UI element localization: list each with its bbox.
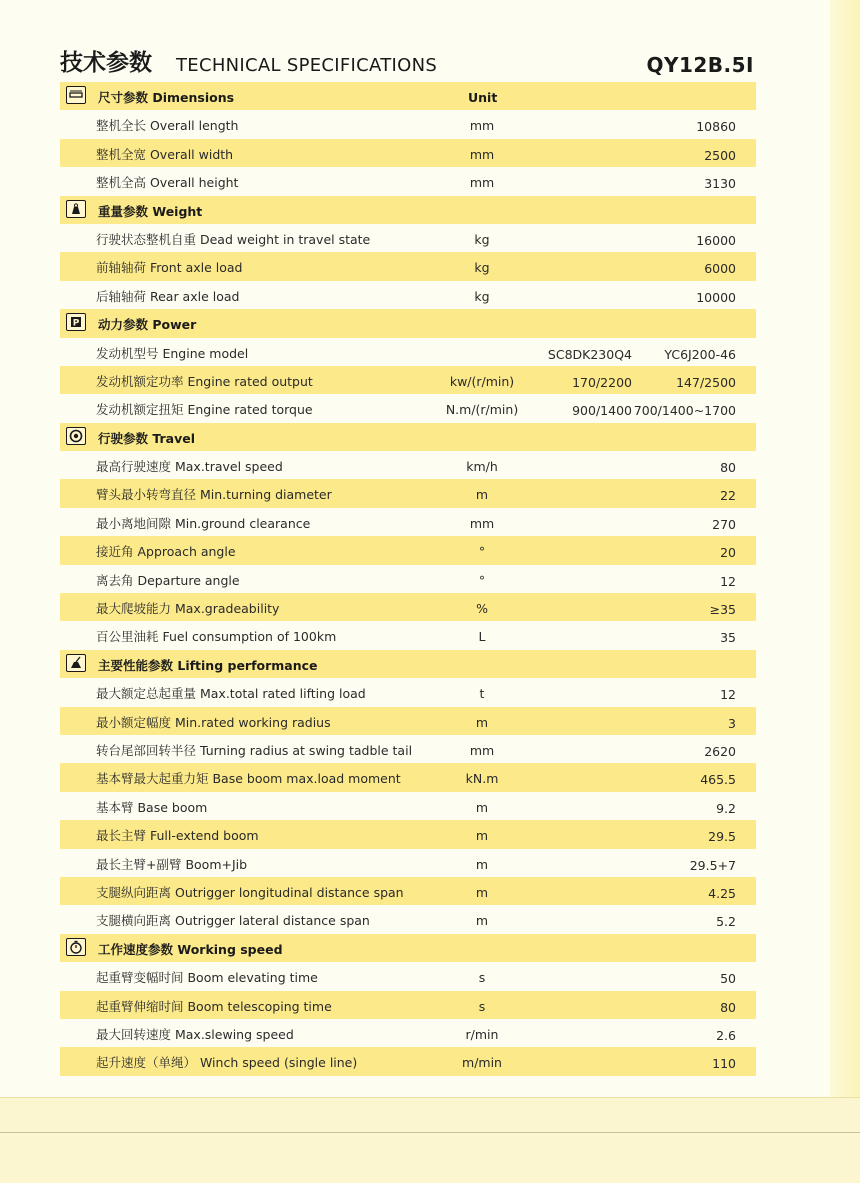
spec-label: 起重臂变幅时间 Boom elevating time <box>96 970 318 986</box>
spec-row: 最大爬坡能力 Max.gradeability % ≥35 <box>60 593 756 621</box>
section-label: 重量参数 Weight <box>98 203 203 219</box>
spec-value: 12 <box>720 687 736 703</box>
spec-label: 发动机型号 Engine model <box>96 345 249 361</box>
spec-label: 百公里油耗 Fuel consumption of 100km <box>96 629 337 645</box>
spec-row: 整机全宽 Overall width mm 2500 <box>60 139 756 167</box>
spec-label: 后轴轴荷 Rear axle load <box>96 288 240 304</box>
spec-label: 最长主臂+副臂 Boom+Jib <box>96 856 248 872</box>
spec-label: 整机全高 Overall height <box>96 175 239 191</box>
spec-value: 2500 <box>704 147 736 163</box>
spec-value: 2620 <box>704 743 736 759</box>
spec-label: 基本臂最大起重力矩 Base boom max.load moment <box>96 771 401 787</box>
spec-label: 最小离地间隙 Min.ground clearance <box>96 515 311 531</box>
travel-icon <box>66 427 86 445</box>
stopwatch-icon <box>66 938 86 956</box>
power-icon <box>66 313 86 331</box>
spec-value: 20 <box>720 545 736 561</box>
spec-value: 35 <box>720 630 736 646</box>
spec-row: 起升速度（单绳） Winch speed (single line) m/min 110 <box>60 1047 756 1075</box>
spec-row: 基本臂 Base boom m 9.2 <box>96 799 736 816</box>
spec-label: 最大回转速度 Max.slewing speed <box>96 1026 294 1042</box>
scan-edge-bottom <box>0 1097 860 1183</box>
spec-row: 最长主臂+副臂 Boom+Jib m 29.5+7 <box>96 856 736 873</box>
spec-label: 支腿纵向距离 Outrigger longitudinal distance span <box>96 884 404 900</box>
spec-row: 起重臂伸缩时间 Boom telescoping time s 80 <box>60 991 756 1019</box>
svg-text:P: P <box>72 318 80 329</box>
spec-value-engine-2: 700/1400~1700 <box>633 403 736 419</box>
spec-row: 臂头最小转弯直径 Min.turning diameter m 22 <box>60 479 756 507</box>
spec-row: 转台尾部回转半径 Turning radius at swing tadble tail mm 2620 <box>96 742 736 759</box>
section-power <box>60 309 756 337</box>
spec-label: 臂头最小转弯直径 Min.turning diameter <box>96 487 332 503</box>
spec-row: 支腿横向距离 Outrigger lateral distance span m 5.2 <box>96 913 736 930</box>
section-label: 动力参数 Power <box>98 317 197 333</box>
spec-row: 发动机额定功率 Engine rated output kw/(r/min) 170/2200 147/2500 <box>60 366 756 394</box>
spec-label: 最小额定幅度 Min.rated working radius <box>96 714 331 730</box>
spec-label: 起重臂伸缩时间 Boom telescoping time <box>96 998 332 1014</box>
spec-value-engine-1: 170/2200 <box>572 374 632 390</box>
spec-label: 前轴轴荷 Front axle load <box>96 260 243 276</box>
spec-row: 后轴轴荷 Rear axle load kg 10000 <box>96 288 736 305</box>
specs-table <box>60 82 756 1076</box>
spec-row: 最大回转速度 Max.slewing speed r/min 2.6 <box>96 1026 736 1043</box>
spec-row: 离去角 Departure angle ° 12 <box>96 572 736 589</box>
spec-label: 整机全长 Overall length <box>96 118 239 134</box>
page-rule-bottom <box>0 1132 860 1133</box>
dimensions-icon <box>66 86 86 104</box>
spec-value: 110 <box>712 1056 736 1072</box>
spec-label: 最高行驶速度 Max.travel speed <box>96 459 283 475</box>
spec-label: 整机全宽 Overall width <box>96 146 234 162</box>
spec-row: 起重臂变幅时间 Boom elevating time s 50 <box>96 970 736 987</box>
spec-row: 前轴轴荷 Front axle load kg 6000 <box>60 252 756 280</box>
spec-value: 270 <box>712 516 736 532</box>
spec-value: 2.6 <box>716 1027 736 1043</box>
spec-value: 3 <box>728 715 736 731</box>
spec-label: 最大爬坡能力 Max.gradeability <box>96 601 280 617</box>
spec-value: 29.5 <box>708 829 736 845</box>
spec-label: 最长主臂 Full-extend boom <box>96 828 259 844</box>
unit-column-header: Unit <box>468 90 498 105</box>
spec-value: 465.5 <box>700 772 736 788</box>
spec-value: 80 <box>720 460 736 476</box>
spec-row: 整机全高 Overall height mm 3130 <box>96 175 736 192</box>
scan-edge-right <box>830 0 860 1183</box>
spec-row: 基本臂最大起重力矩 Base boom max.load moment kN.m 465.5 <box>60 763 756 791</box>
section-dimensions <box>60 82 756 110</box>
spec-value: 10860 <box>696 119 736 135</box>
spec-row <box>60 338 756 366</box>
spec-label: 离去角 Departure angle <box>96 572 240 588</box>
spec-row: 支腿纵向距离 Outrigger longitudinal distance span m 4.25 <box>60 877 756 905</box>
section-travel <box>60 423 756 451</box>
section-lifting <box>60 650 756 678</box>
section-working-speed <box>60 934 756 962</box>
spec-value: 9.2 <box>716 800 736 816</box>
section-weight <box>60 196 756 224</box>
spec-value-engine-1: SC8DK230Q4 <box>547 346 632 362</box>
model-number: QY12B.5I <box>646 53 754 77</box>
spec-row: 接近角 Approach angle ° 20 <box>60 536 756 564</box>
spec-value: ≥35 <box>709 602 736 618</box>
spec-value-engine-2: 147/2500 <box>676 374 736 390</box>
lifting-icon <box>66 654 86 672</box>
spec-value: 12 <box>720 573 736 589</box>
spec-label: 发动机额定扭矩 Engine rated torque <box>96 402 313 418</box>
spec-row: 整机全长 Overall length mm 10860 <box>96 118 736 135</box>
page-header <box>60 44 760 84</box>
spec-row: 最长主臂 Full-extend boom m 29.5 <box>60 820 756 848</box>
spec-label: 基本臂 Base boom <box>96 799 208 815</box>
spec-value-engine-2: YC6J200-46 <box>664 346 736 362</box>
spec-label: 发动机额定功率 Engine rated output <box>96 373 313 389</box>
spec-label: 起升速度（单绳） Winch speed (single line) <box>96 1055 358 1071</box>
spec-value: 80 <box>720 999 736 1015</box>
spec-row: 百公里油耗 Fuel consumption of 100km L 35 <box>96 629 736 646</box>
spec-value: 3130 <box>704 176 736 192</box>
spec-row: 最小离地间隙 Min.ground clearance mm 270 <box>96 515 736 532</box>
spec-value: 16000 <box>696 232 736 248</box>
spec-value: 50 <box>720 971 736 987</box>
spec-row: 最小额定幅度 Min.rated working radius m 3 <box>60 707 756 735</box>
title-english: TECHNICAL SPECIFICATIONS <box>176 55 438 76</box>
spec-value: 10000 <box>696 289 736 305</box>
spec-value: 29.5+7 <box>689 857 736 873</box>
spec-value-engine-1: 900/1400 <box>572 403 632 419</box>
spec-row: 行驶状态整机自重 Dead weight in travel state kg 16000 <box>96 231 736 248</box>
weight-icon <box>66 200 86 218</box>
spec-label: 转台尾部回转半径 Turning radius at swing tadble tail <box>96 742 413 758</box>
spec-row: 发动机额定扭矩 Engine rated torque N.m/(r/min) 900/1400 700/1400~1700 <box>96 402 736 419</box>
spec-value: 22 <box>720 488 736 504</box>
section-label: 尺寸参数 Dimensions <box>98 90 235 105</box>
spec-label: 行驶状态整机自重 Dead weight in travel state <box>96 231 371 247</box>
spec-label: 最大额定总起重量 Max.total rated lifting load <box>96 686 366 702</box>
section-label: 主要性能参数 Lifting performance <box>98 657 318 673</box>
spec-value: 6000 <box>704 261 736 277</box>
spec-label: 接近角 Approach angle <box>96 544 236 560</box>
section-label: 行驶参数 Travel <box>98 430 196 446</box>
section-label: 工作速度参数 Working speed <box>98 941 283 957</box>
spec-row: 最高行驶速度 Max.travel speed km/h 80 <box>96 459 736 476</box>
spec-value: 4.25 <box>708 885 736 901</box>
spec-label: 支腿横向距离 Outrigger lateral distance span <box>96 913 370 929</box>
title-chinese: 技术参数 <box>60 50 152 76</box>
spec-row: 最大额定总起重量 Max.total rated lifting load t 12 <box>96 686 736 703</box>
spec-value: 5.2 <box>716 914 736 930</box>
